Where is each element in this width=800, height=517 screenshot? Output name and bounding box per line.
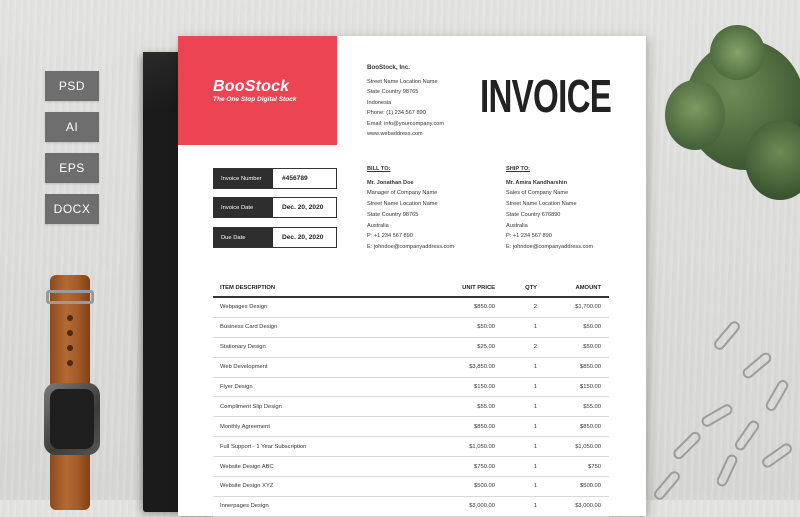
plant-foliage [710, 25, 765, 80]
bill-to-street: Street Name Location Name [367, 201, 438, 208]
table-row [213, 338, 609, 358]
bill-to-country: Australia [367, 222, 389, 229]
company-country: Indonesia [367, 99, 392, 106]
bill-to-block [367, 164, 454, 253]
plant-image [655, 20, 800, 220]
due-date-value: Dec. 20, 2020 [282, 234, 324, 241]
bill-to-heading: BILL TO: [367, 166, 391, 172]
table-row [213, 437, 609, 457]
table-row [213, 417, 609, 437]
ship-to-block [506, 164, 593, 253]
unit-price-cell: $3,000.00 [469, 503, 495, 510]
item-description-cell: Business Card Design [220, 324, 278, 331]
quantity-cell: 1 [533, 423, 537, 430]
item-description-cell: Stationary Design [220, 344, 266, 351]
table-row [213, 318, 609, 338]
company-info [367, 63, 444, 140]
ship-to-email: E: johndoe@companyaddress.com [506, 243, 594, 250]
paper-clip [715, 453, 739, 488]
items-table [213, 279, 609, 517]
unit-price-cell: $150.00 [474, 384, 495, 390]
format-badge-ai: AI [45, 112, 99, 142]
amount-cell: $3,000.00 [575, 503, 601, 510]
paper-clip [671, 430, 703, 462]
ship-to-state: State Country 676890 [506, 211, 561, 218]
brand-tagline: The One Stop Digital Stock [213, 96, 297, 103]
unit-price-cell: $3,850.00 [469, 364, 495, 371]
item-description-cell: Web Development [220, 364, 268, 371]
quantity-cell: 1 [533, 364, 537, 371]
invoice-number-label: Invoice Number [214, 169, 273, 188]
unit-price-cell: $1,050.00 [469, 443, 495, 450]
unit-price-cell: $500.00 [474, 483, 495, 490]
bill-to-phone: P: +1 234 567 890 [367, 233, 413, 240]
strap-hole [67, 315, 73, 321]
invoice-date-row [213, 197, 337, 218]
watch-strap-bottom [50, 450, 90, 510]
header-amount: AMOUNT [575, 284, 601, 291]
item-description-cell: Webpages Design [220, 304, 268, 311]
invoice-date-label: Invoice Date [214, 198, 273, 217]
paper-clip [764, 378, 791, 413]
invoice-number-row [213, 168, 337, 189]
item-description-cell: Monthly Agreement [220, 423, 270, 430]
unit-price-cell: $25.00 [477, 344, 495, 351]
watch-buckle [46, 290, 94, 304]
paper-clip [700, 402, 735, 429]
item-description-cell: Full Support - 1 Year Subscription [220, 443, 307, 450]
header-item-description: ITEM DESCRIPTION [220, 284, 276, 291]
amount-cell: $1,700.00 [575, 304, 601, 311]
ship-to-phone: P: +1 234 567 890 [506, 233, 552, 240]
amount-cell: $850.00 [580, 423, 601, 430]
table-header [213, 279, 609, 298]
ship-to-country: Australia [506, 222, 528, 229]
quantity-cell: 1 [533, 324, 537, 331]
company-phone: Phone: (1) 234 567 890 [367, 110, 426, 116]
company-street: Street Name Location Name [367, 78, 438, 85]
quantity-cell: 2 [533, 304, 537, 311]
item-description-cell: Website Design ABC [220, 463, 274, 470]
item-description-cell: Flyer Design [220, 384, 253, 390]
invoice-title: INVOICE [480, 70, 612, 122]
table-row [213, 298, 609, 318]
company-state: State Country 98765 [367, 89, 419, 95]
invoice-date-value: Dec. 20, 2020 [282, 204, 324, 211]
quantity-cell: 1 [533, 483, 537, 490]
amount-cell: $850.00 [580, 364, 601, 371]
brand-logo-text: BooStock [213, 78, 290, 95]
amount-cell: $150.00 [580, 384, 601, 390]
unit-price-cell: $850.00 [474, 304, 495, 311]
company-name: BooStock, Inc. [367, 64, 410, 71]
quantity-cell: 1 [533, 443, 537, 450]
smartwatch [44, 383, 100, 455]
quantity-cell: 1 [533, 463, 537, 470]
amount-cell: $55.00 [583, 403, 601, 410]
format-badge-docx: DOCX [45, 194, 99, 224]
bill-to-name: Mr. Jonathan Doe [367, 179, 414, 186]
paper-clip [740, 350, 773, 380]
format-badge-eps: EPS [45, 153, 99, 183]
amount-cell: $1,050.00 [575, 443, 601, 450]
quantity-cell: 2 [533, 344, 537, 351]
format-badges [45, 71, 99, 235]
unit-price-cell: $850.00 [474, 423, 495, 430]
header-qty: QTY [525, 284, 537, 291]
due-date-label: Due Date [214, 228, 273, 247]
table-body [213, 298, 609, 517]
paper-clip [712, 319, 742, 352]
strap-hole [67, 360, 73, 366]
plant-foliage [665, 80, 725, 150]
table-row [213, 457, 609, 477]
paper-clip [733, 418, 762, 452]
unit-price-cell: $50.00 [477, 324, 495, 331]
table-row [213, 378, 609, 398]
amount-cell: $500.00 [580, 483, 601, 490]
watch-screen [50, 389, 94, 449]
ship-to-street: Street Name Location Name [506, 201, 577, 208]
bill-to-email: E: johndoe@companyaddress.com [367, 243, 455, 250]
table-row [213, 397, 609, 417]
quantity-cell: 1 [533, 503, 537, 510]
strap-hole [67, 330, 73, 336]
amount-cell: $750 [588, 463, 601, 470]
quantity-cell: 1 [533, 384, 537, 390]
item-description-cell: Website Design XYZ [220, 483, 274, 490]
company-web: www.webaddress.com [367, 131, 423, 137]
bill-to-role: Manager of Company Name [367, 190, 438, 197]
paper-clips [640, 320, 800, 510]
amount-cell: $50.00 [583, 324, 601, 331]
strap-hole [67, 345, 73, 351]
amount-cell: $50.00 [583, 344, 601, 351]
unit-price-cell: $750.00 [474, 463, 495, 470]
header-unit-price: UNIT PRICE [462, 284, 495, 291]
quantity-cell: 1 [533, 403, 537, 410]
due-date-row [213, 227, 337, 248]
paper-clip [760, 441, 794, 470]
plant-foliage [745, 120, 800, 200]
item-description-cell: Innerpages Design [220, 503, 269, 510]
paper-clip [652, 469, 682, 502]
ship-to-heading: SHIP TO: [506, 166, 531, 172]
table-row [213, 477, 609, 497]
brand-header-box [178, 36, 337, 145]
item-description-cell: Compliment Slip Design [220, 403, 282, 410]
table-row [213, 358, 609, 378]
unit-price-cell: $55.00 [477, 403, 495, 410]
ship-to-role: Sales of Company Name [506, 190, 569, 197]
ship-to-name: Mr. Amira Kandharshin [506, 179, 568, 186]
invoice-sheet [178, 36, 646, 516]
invoice-number-value: #456789 [282, 175, 308, 182]
company-email: Email: info@yourcompany.com [367, 120, 445, 127]
format-badge-psd: PSD [45, 71, 99, 101]
bill-to-state: State Country 98765 [367, 211, 419, 218]
